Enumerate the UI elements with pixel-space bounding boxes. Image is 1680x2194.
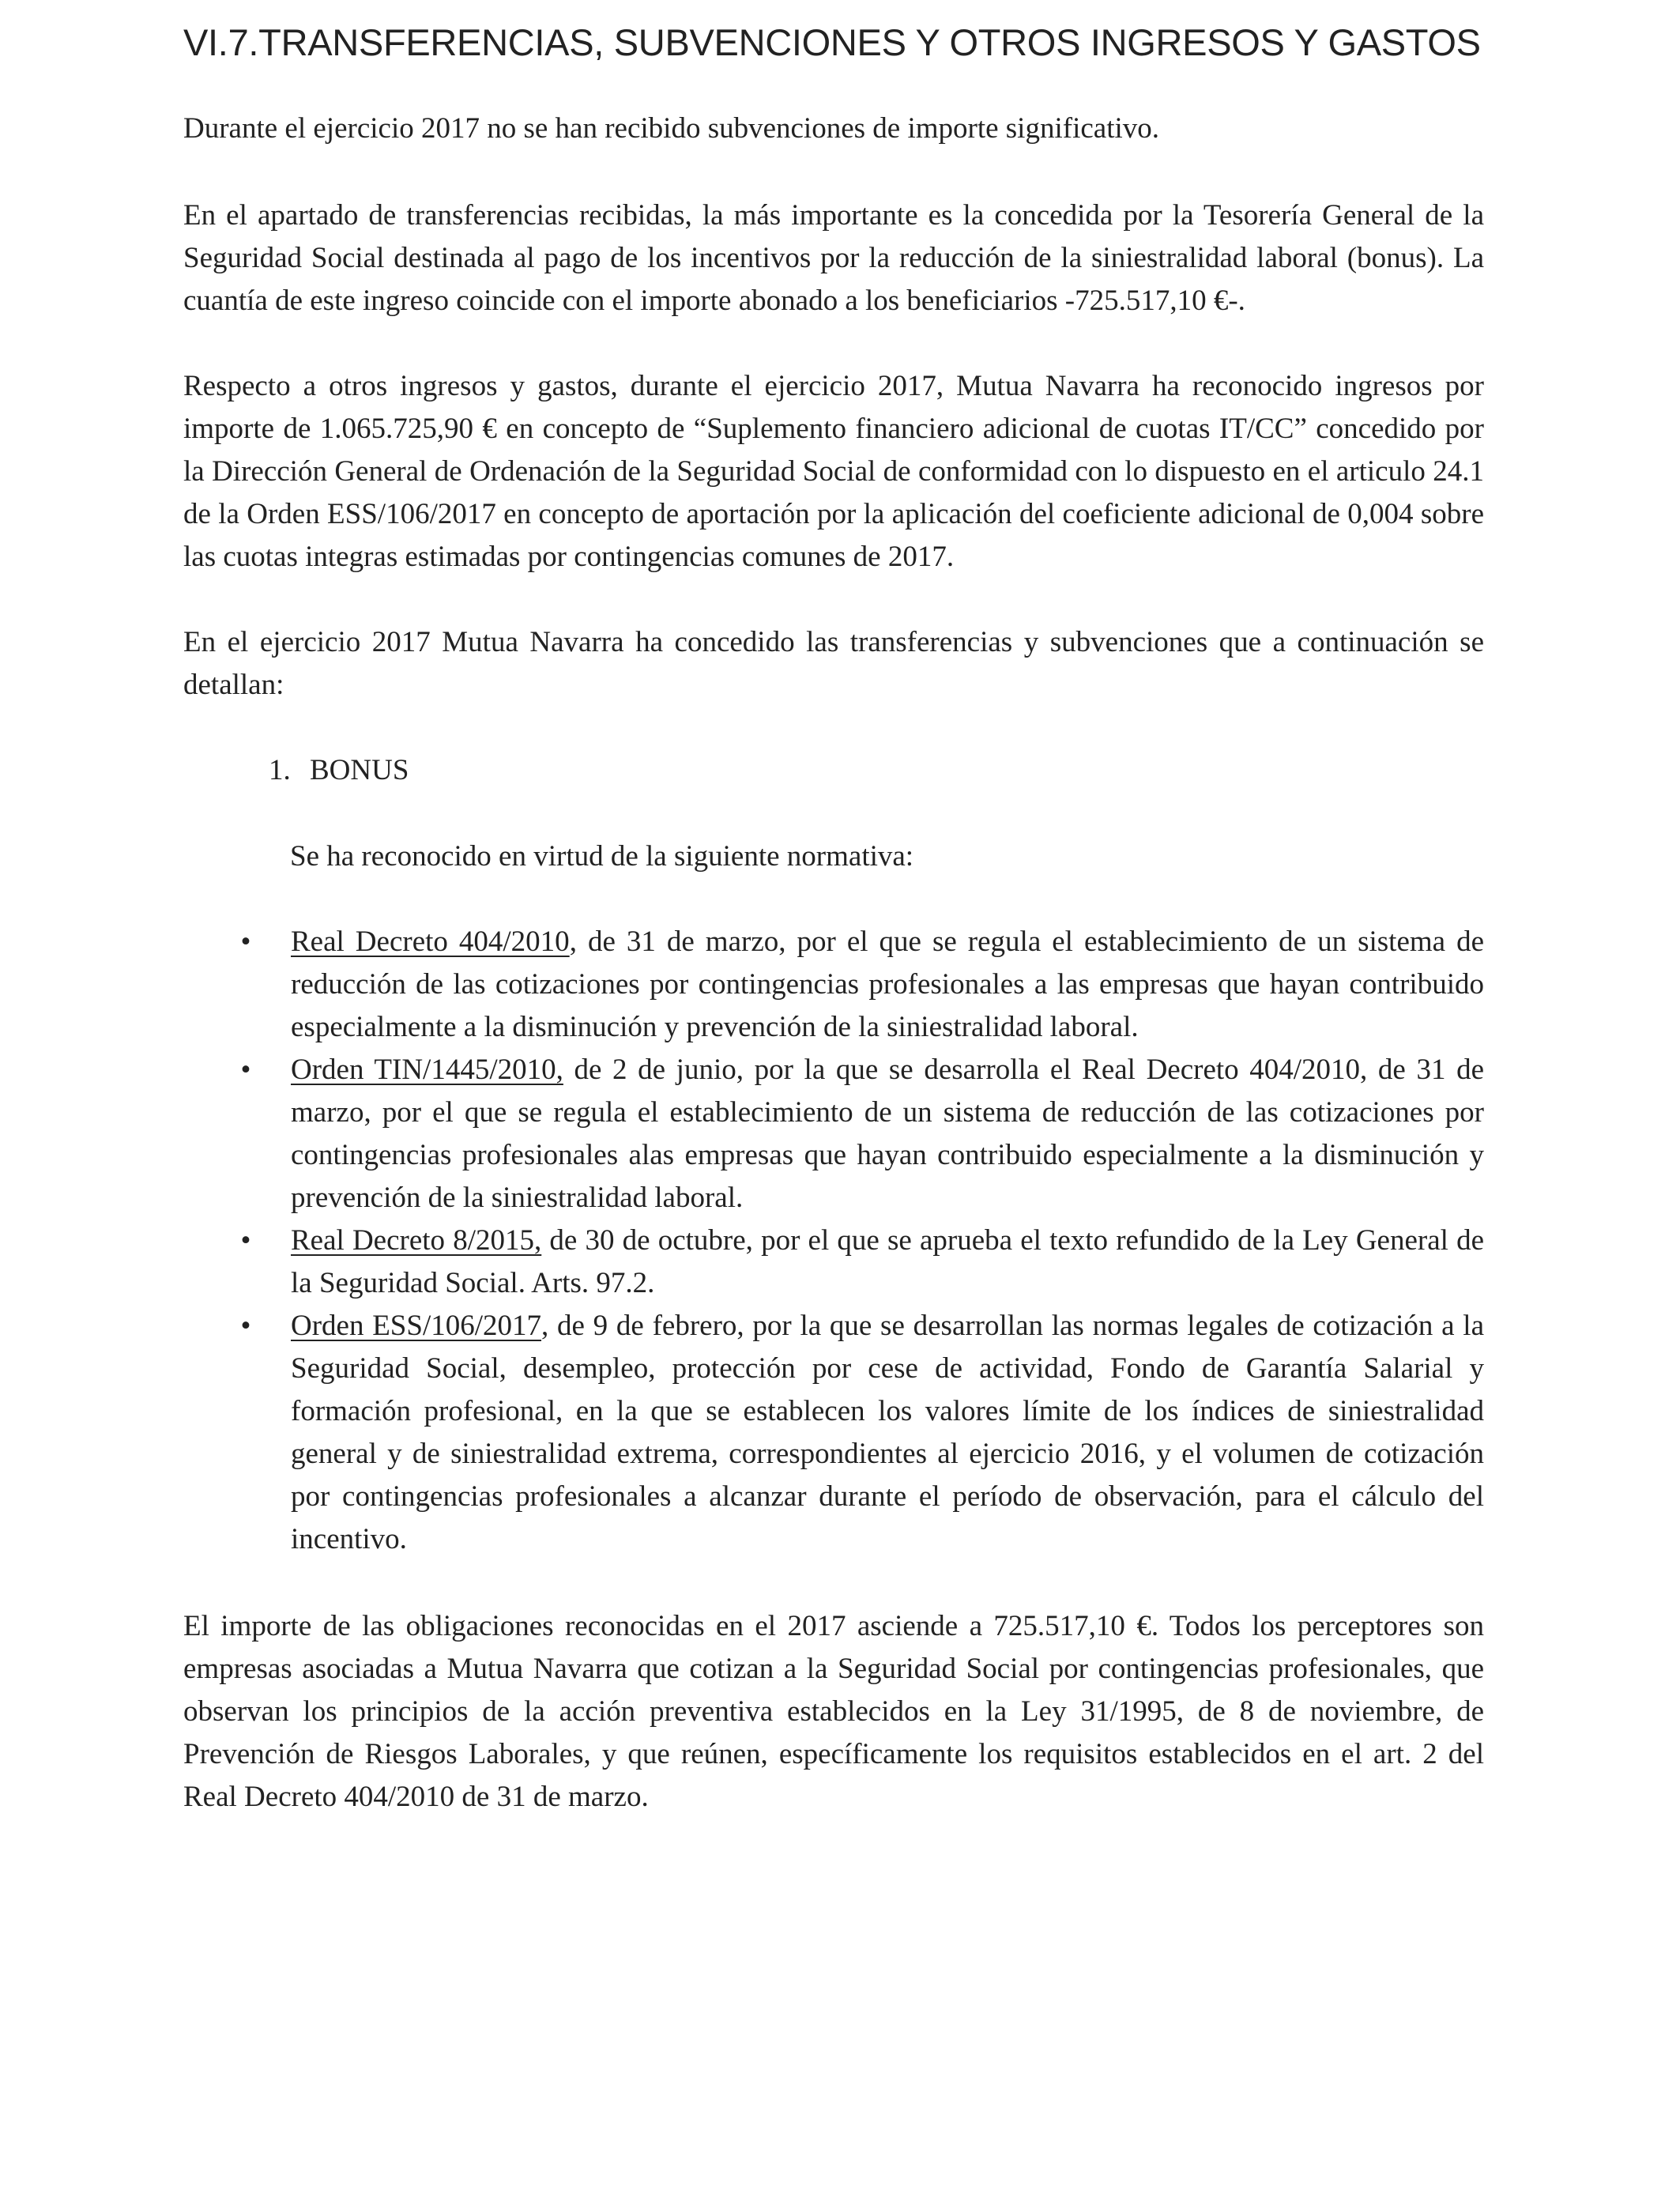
normativa-intro: Se ha reconocido en virtud de la siguiente normativa:: [290, 840, 914, 873]
regulation-reference: Real Decreto 8/2015,: [291, 1224, 542, 1257]
regulation-description: de 2 de junio, por la que se desarrolla el Real Decreto 404/2010, de 31 de marzo, por el que se regula el establecimiento de un sistema de reducción de las cotizaciones por contingencias profesionales alas empresas que hayan contribuido especialmente a la disminución y prevención de la siniestralidad laboral.: [291, 1054, 1485, 1214]
list-number: 1.: [269, 754, 291, 786]
list-item: [234, 1049, 1484, 1220]
regulation-description: de 30 de octubre, por el que se aprueba el texto refundido de la Ley General de la Seguridad Social. Arts. 97.2.: [291, 1224, 1485, 1299]
section-title: VI.7.TRANSFERENCIAS, SUBVENCIONES Y OTROS INGRESOS Y GASTOS: [183, 21, 1481, 63]
paragraph-subvenciones: Durante el ejercicio 2017 no se han recibido subvenciones de importe significativo.: [183, 112, 1160, 145]
bullet-icon: •: [240, 925, 251, 958]
regulation-reference: Real Decreto 404/2010: [291, 925, 570, 958]
bullet-icon: •: [240, 1054, 251, 1086]
paragraph-otros-ingresos: Respecto a otros ingresos y gastos, durante el ejercicio 2017, Mutua Navarra ha reconocido ingresos por importe de 1.065.725,90 € en concepto de “Suplemento financiero adicional de cuotas IT/CC” concedido por la Dirección General de Ordenación de la Seguridad Social de conformidad con lo dispuesto en el articulo 24.1 de la Orden ESS/106/2017 en concepto de aportación por la aplicación del coeficiente adicional de 0,004 sobre las cuotas integras estimadas por contingencias comunes de 2017.: [183, 370, 1484, 573]
bullet-icon: •: [240, 1310, 251, 1342]
regulation-reference: Orden ESS/106/2017: [291, 1310, 542, 1342]
list-heading-label: BONUS: [310, 754, 409, 786]
list-item: [234, 1305, 1484, 1561]
regulation-reference: Orden TIN/1445/2010,: [291, 1054, 563, 1086]
paragraph-transferencias-concedidas: En el ejercicio 2017 Mutua Navarra ha concedido las transferencias y subvenciones que a continuación se detallan:: [183, 626, 1484, 701]
list-item: [234, 1220, 1484, 1305]
list-item: [234, 921, 1484, 1049]
normativa-list: [234, 921, 1484, 1561]
bullet-icon: •: [240, 1224, 251, 1257]
numbered-heading-bonus: [269, 749, 409, 792]
regulation-description: , de 31 de marzo, por el que se regula el establecimiento de un sistema de reducción de las cotizaciones por contingencias profesionales a las empresas que hayan contribuido especialmente a la disminución y prevención de la siniestralidad laboral.: [291, 925, 1484, 1043]
paragraph-obligaciones-reconocidas: El importe de las obligaciones reconocidas en el 2017 asciende a 725.517,10 €. Todos los perceptores son empresas asociadas a Mutua Navarra que cotizan a la Seguridad Social por contingencias profesionales, que observan los principios de la acción preventiva establecidos en la Ley 31/1995, de 8 de noviembre, de Prevención de Riesgos Laborales, y que reúnen, específicamente los requisitos establecidos en el art. 2 del Real Decreto 404/2010 de 31 de marzo.: [183, 1610, 1484, 1813]
paragraph-transferencias-recibidas: En el apartado de transferencias recibidas, la más importante es la concedida por la Tesorería General de la Seguridad Social destinada al pago de los incentivos por la reducción de la siniestralidad laboral (bonus). La cuantía de este ingreso coincide con el importe abonado a los beneficiarios -725.517,10 €-.: [183, 199, 1484, 317]
regulation-description: , de 9 de febrero, por la que se desarrollan las normas legales de cotización a la Seguridad Social, desempleo, protección por cese de actividad, Fondo de Garantía Salarial y formación profesional, en la que se establecen los valores límite de los índices de siniestralidad general y de siniestralidad extrema, correspondientes al ejercicio 2016, y el volumen de cotización por contingencias profesionales a alcanzar durante el período de observación, para el cálculo del incentivo.: [291, 1310, 1484, 1555]
